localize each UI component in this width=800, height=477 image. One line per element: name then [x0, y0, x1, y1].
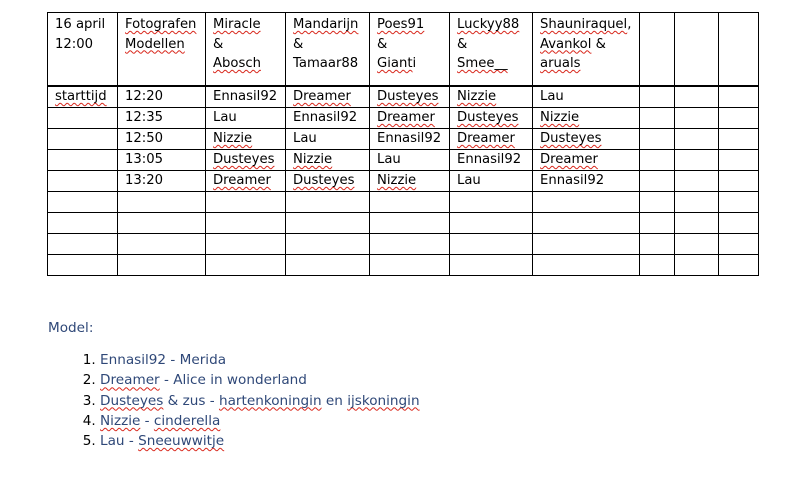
table-cell[interactable]	[719, 192, 759, 213]
table-row	[48, 234, 759, 255]
table-cell[interactable]	[48, 108, 118, 129]
table-cell[interactable]	[206, 192, 286, 213]
table-row	[48, 255, 759, 276]
table-cell[interactable]: Poes91 & Gianti	[370, 13, 450, 87]
table-cell[interactable]: Dusteyes	[206, 150, 286, 171]
table-cell[interactable]	[48, 150, 118, 171]
table-cell[interactable]: Luckyy88 & Smee__	[450, 13, 533, 87]
table-cell[interactable]	[640, 150, 675, 171]
table-cell[interactable]	[719, 150, 759, 171]
table-cell[interactable]	[675, 234, 719, 255]
table-cell[interactable]	[533, 192, 640, 213]
table-cell[interactable]	[118, 234, 206, 255]
table-cell[interactable]	[286, 192, 370, 213]
table-cell[interactable]: Mandarijn & Tamaar88	[286, 13, 370, 87]
table-cell[interactable]	[719, 234, 759, 255]
table-row	[48, 213, 759, 234]
table-row	[48, 171, 759, 192]
table-cell[interactable]	[450, 234, 533, 255]
list-item: 1. Ennasil92 - Merida	[100, 350, 420, 370]
table-cell[interactable]: Dreamer	[450, 129, 533, 150]
table-cell[interactable]: Dusteyes	[533, 129, 640, 150]
schedule-table	[47, 12, 759, 276]
table-cell[interactable]	[675, 171, 719, 192]
table-cell[interactable]	[675, 13, 719, 87]
table-cell[interactable]: Fotografen Modellen	[118, 13, 206, 87]
table-cell[interactable]: Nizzie	[450, 86, 533, 108]
table-cell[interactable]: 12:50	[118, 129, 206, 150]
model-label: Model:	[48, 320, 94, 336]
table-cell[interactable]	[118, 255, 206, 276]
table-cell[interactable]: Dreamer	[286, 86, 370, 108]
table-row	[48, 192, 759, 213]
table-cell[interactable]	[450, 255, 533, 276]
model-list	[48, 350, 420, 451]
table-cell[interactable]: Nizzie	[370, 171, 450, 192]
table-cell[interactable]	[675, 129, 719, 150]
table-row	[48, 129, 759, 150]
table-cell[interactable]: Ennasil92	[286, 108, 370, 129]
table-cell[interactable]: Dreamer	[370, 108, 450, 129]
table-cell[interactable]	[719, 13, 759, 87]
table-cell[interactable]: Shauniraquel, Avankol & aruals	[533, 13, 640, 87]
table-cell[interactable]	[719, 171, 759, 192]
table-cell[interactable]	[118, 213, 206, 234]
table-cell[interactable]	[286, 213, 370, 234]
table-cell[interactable]: 12:20	[118, 86, 206, 108]
table-cell[interactable]	[640, 108, 675, 129]
table-cell[interactable]	[48, 213, 118, 234]
table-cell[interactable]	[206, 234, 286, 255]
table-cell[interactable]: Lau	[286, 129, 370, 150]
table-row	[48, 86, 759, 108]
table-cell[interactable]: Lau	[533, 86, 640, 108]
table-cell[interactable]	[48, 255, 118, 276]
table-cell[interactable]: Ennasil92	[206, 86, 286, 108]
table-cell[interactable]: Nizzie	[286, 150, 370, 171]
table-cell[interactable]	[286, 234, 370, 255]
table-cell[interactable]	[370, 192, 450, 213]
table-cell[interactable]	[675, 192, 719, 213]
table-cell[interactable]: 16 april 12:00	[48, 13, 118, 87]
table-cell[interactable]	[719, 108, 759, 129]
list-item: 4. Nizzie - cinderella	[100, 411, 420, 431]
table-cell[interactable]	[286, 255, 370, 276]
table-cell[interactable]	[48, 192, 118, 213]
table-cell[interactable]	[640, 129, 675, 150]
table-row	[48, 108, 759, 129]
table-cell[interactable]	[450, 192, 533, 213]
table-cell[interactable]: Dusteyes	[370, 86, 450, 108]
table-cell[interactable]: Miracle & Abosch	[206, 13, 286, 87]
table-cell[interactable]	[370, 234, 450, 255]
table-cell[interactable]	[48, 171, 118, 192]
table-cell[interactable]	[675, 86, 719, 108]
list-item: 5. Lau - Sneeuwwitje	[100, 431, 420, 451]
table-cell[interactable]	[450, 213, 533, 234]
table-cell[interactable]: Nizzie	[533, 108, 640, 129]
table-cell[interactable]	[675, 150, 719, 171]
table-cell[interactable]	[206, 255, 286, 276]
table-cell[interactable]	[640, 192, 675, 213]
table-cell[interactable]: Nizzie	[206, 129, 286, 150]
list-item: 3. Dusteyes & zus - hartenkoningin en ijskoningin	[100, 391, 420, 411]
table-cell[interactable]: Ennasil92	[533, 171, 640, 192]
table-cell[interactable]: starttijd	[48, 86, 118, 108]
table-cell[interactable]: Dusteyes	[450, 108, 533, 129]
table-cell[interactable]: Ennasil92	[450, 150, 533, 171]
list-item: 2. Dreamer - Alice in wonderland	[100, 370, 420, 390]
table-cell[interactable]	[206, 213, 286, 234]
table-cell[interactable]	[533, 255, 640, 276]
table-row	[48, 150, 759, 171]
table-cell[interactable]	[370, 255, 450, 276]
table-cell[interactable]: Dreamer	[533, 150, 640, 171]
table-cell[interactable]	[719, 129, 759, 150]
header-row	[48, 13, 759, 87]
table-cell[interactable]	[675, 255, 719, 276]
table-cell[interactable]	[640, 213, 675, 234]
table-cell[interactable]: 13:05	[118, 150, 206, 171]
table-cell[interactable]	[675, 213, 719, 234]
table-cell[interactable]	[640, 86, 675, 108]
table-cell[interactable]	[370, 213, 450, 234]
table-cell[interactable]: 12:35	[118, 108, 206, 129]
table-cell[interactable]	[533, 234, 640, 255]
table-cell[interactable]	[640, 13, 675, 87]
table-cell[interactable]: Lau	[370, 150, 450, 171]
table-cell[interactable]	[719, 255, 759, 276]
table-cell[interactable]	[719, 86, 759, 108]
table-cell[interactable]	[675, 108, 719, 129]
table-cell[interactable]	[719, 213, 759, 234]
table-cell[interactable]: 13:20	[118, 171, 206, 192]
table-cell[interactable]	[640, 255, 675, 276]
table-cell[interactable]	[48, 129, 118, 150]
table-cell[interactable]	[118, 192, 206, 213]
table-cell[interactable]: Lau	[450, 171, 533, 192]
model-notes	[48, 320, 420, 451]
table-cell[interactable]: Dusteyes	[286, 171, 370, 192]
table-cell[interactable]	[640, 171, 675, 192]
table-cell[interactable]	[640, 234, 675, 255]
table-cell[interactable]	[533, 213, 640, 234]
table-cell[interactable]	[48, 234, 118, 255]
table-cell[interactable]: Lau	[206, 108, 286, 129]
table-cell[interactable]: Ennasil92	[370, 129, 450, 150]
table-cell[interactable]: Dreamer	[206, 171, 286, 192]
